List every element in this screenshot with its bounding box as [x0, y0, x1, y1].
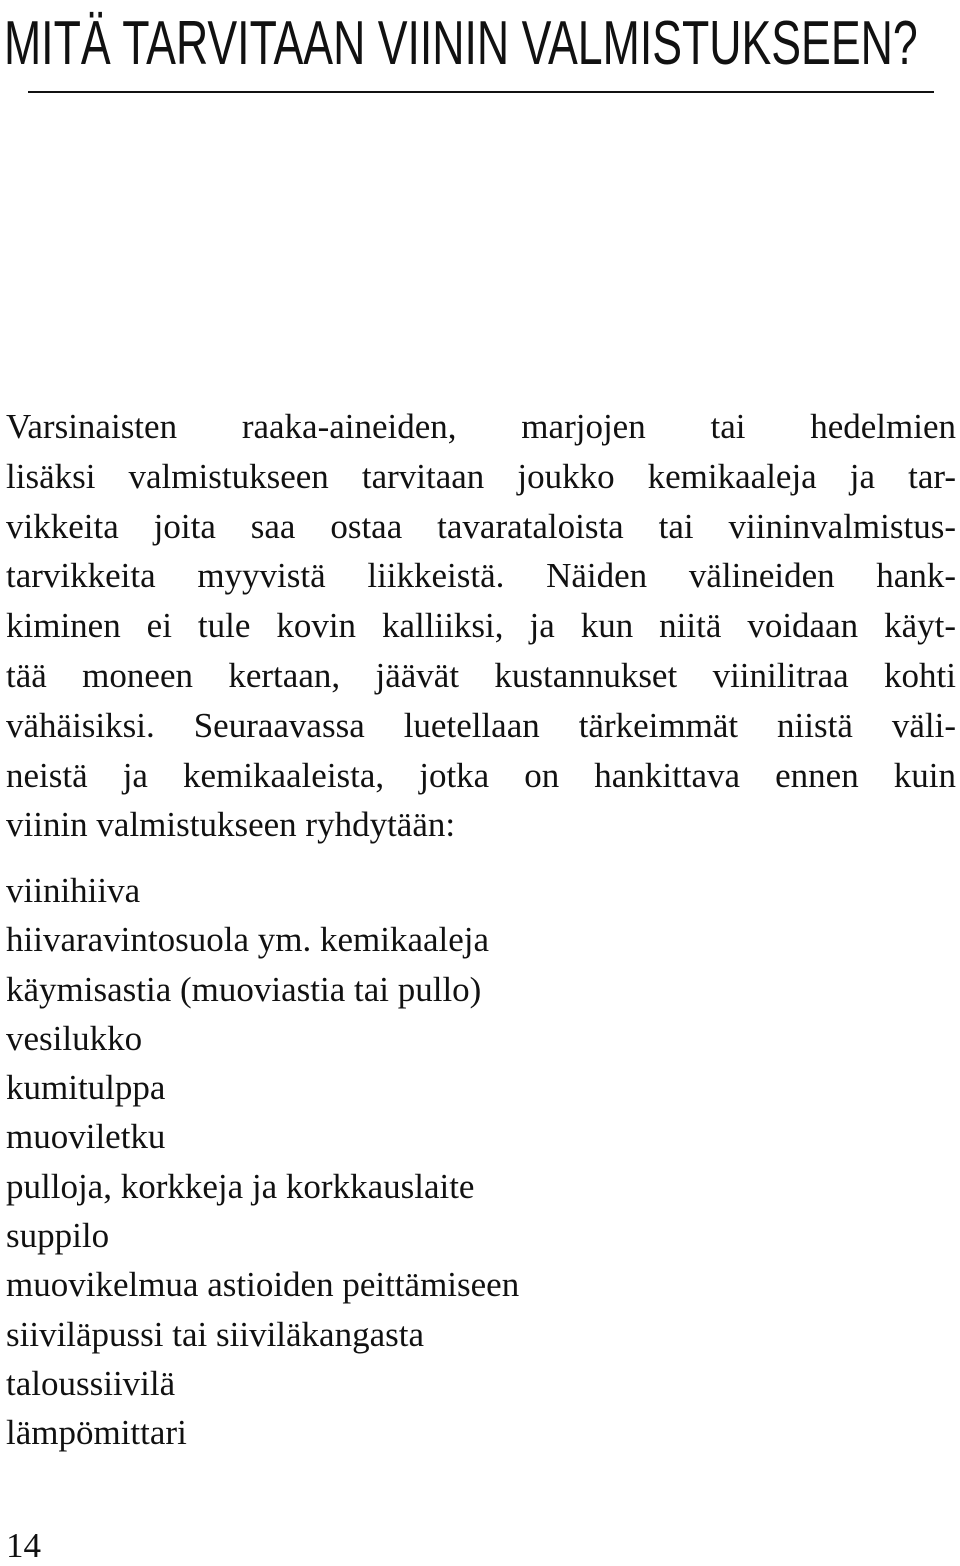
list-item: muovikelmua astioiden peittämiseen: [6, 1265, 520, 1305]
list-item: siiviläpussi tai siiviläkangasta: [6, 1314, 425, 1354]
list-item: viinihiiva: [6, 871, 141, 910]
list-item: käymisastia (muoviastia tai pullo): [6, 969, 482, 1009]
paragraph-line: lisäksi valmistukseen tarvitaan joukko kemikaaleja ja tar-: [6, 456, 956, 496]
list-item: muoviletku: [6, 1117, 166, 1157]
list-item: suppilo: [6, 1216, 110, 1256]
page-number: 14: [6, 1526, 41, 1565]
page-title: MITÄ TARVITAAN VIININ VALMISTUKSEEN?: [4, 9, 918, 78]
list-item: lämpömittari: [6, 1413, 187, 1453]
intro-paragraph: [6, 402, 956, 850]
paragraph-line: vähäisiksi. Seuraavassa luetellaan tärkeimmät niistä väli-: [6, 705, 956, 745]
title-underline: [28, 91, 934, 93]
paragraph-line: Varsinaisten raaka-aineiden, marjojen tai hedelmien: [6, 407, 956, 446]
paragraph-line: neistä ja kemikaaleista, jotka on hankittava ennen kuin: [6, 755, 956, 795]
paragraph-line: vikkeita joita saa ostaa tavarataloista tai viininvalmistus-: [6, 506, 956, 546]
paragraph-line: kiminen ei tule kovin kalliiksi, ja kun niitä voidaan käyt-: [6, 606, 956, 646]
list-item: vesilukko: [6, 1018, 143, 1058]
list-item: hiivaravintosuola ym. kemikaaleja: [6, 920, 490, 960]
equipment-list: [6, 866, 519, 1458]
list-item: kumitulppa: [6, 1068, 166, 1108]
paragraph-line: viinin valmistukseen ryhdytään:: [6, 805, 456, 845]
paragraph-line: tää moneen kertaan, jäävät kustannukset viinilitraa kohti: [6, 655, 956, 695]
list-item: pulloja, korkkeja ja korkkauslaite: [6, 1166, 475, 1206]
list-item: taloussiivilä: [6, 1363, 176, 1403]
paragraph-line: tarvikkeita myyvistä liikkeistä. Näiden välineiden hank-: [6, 556, 956, 596]
